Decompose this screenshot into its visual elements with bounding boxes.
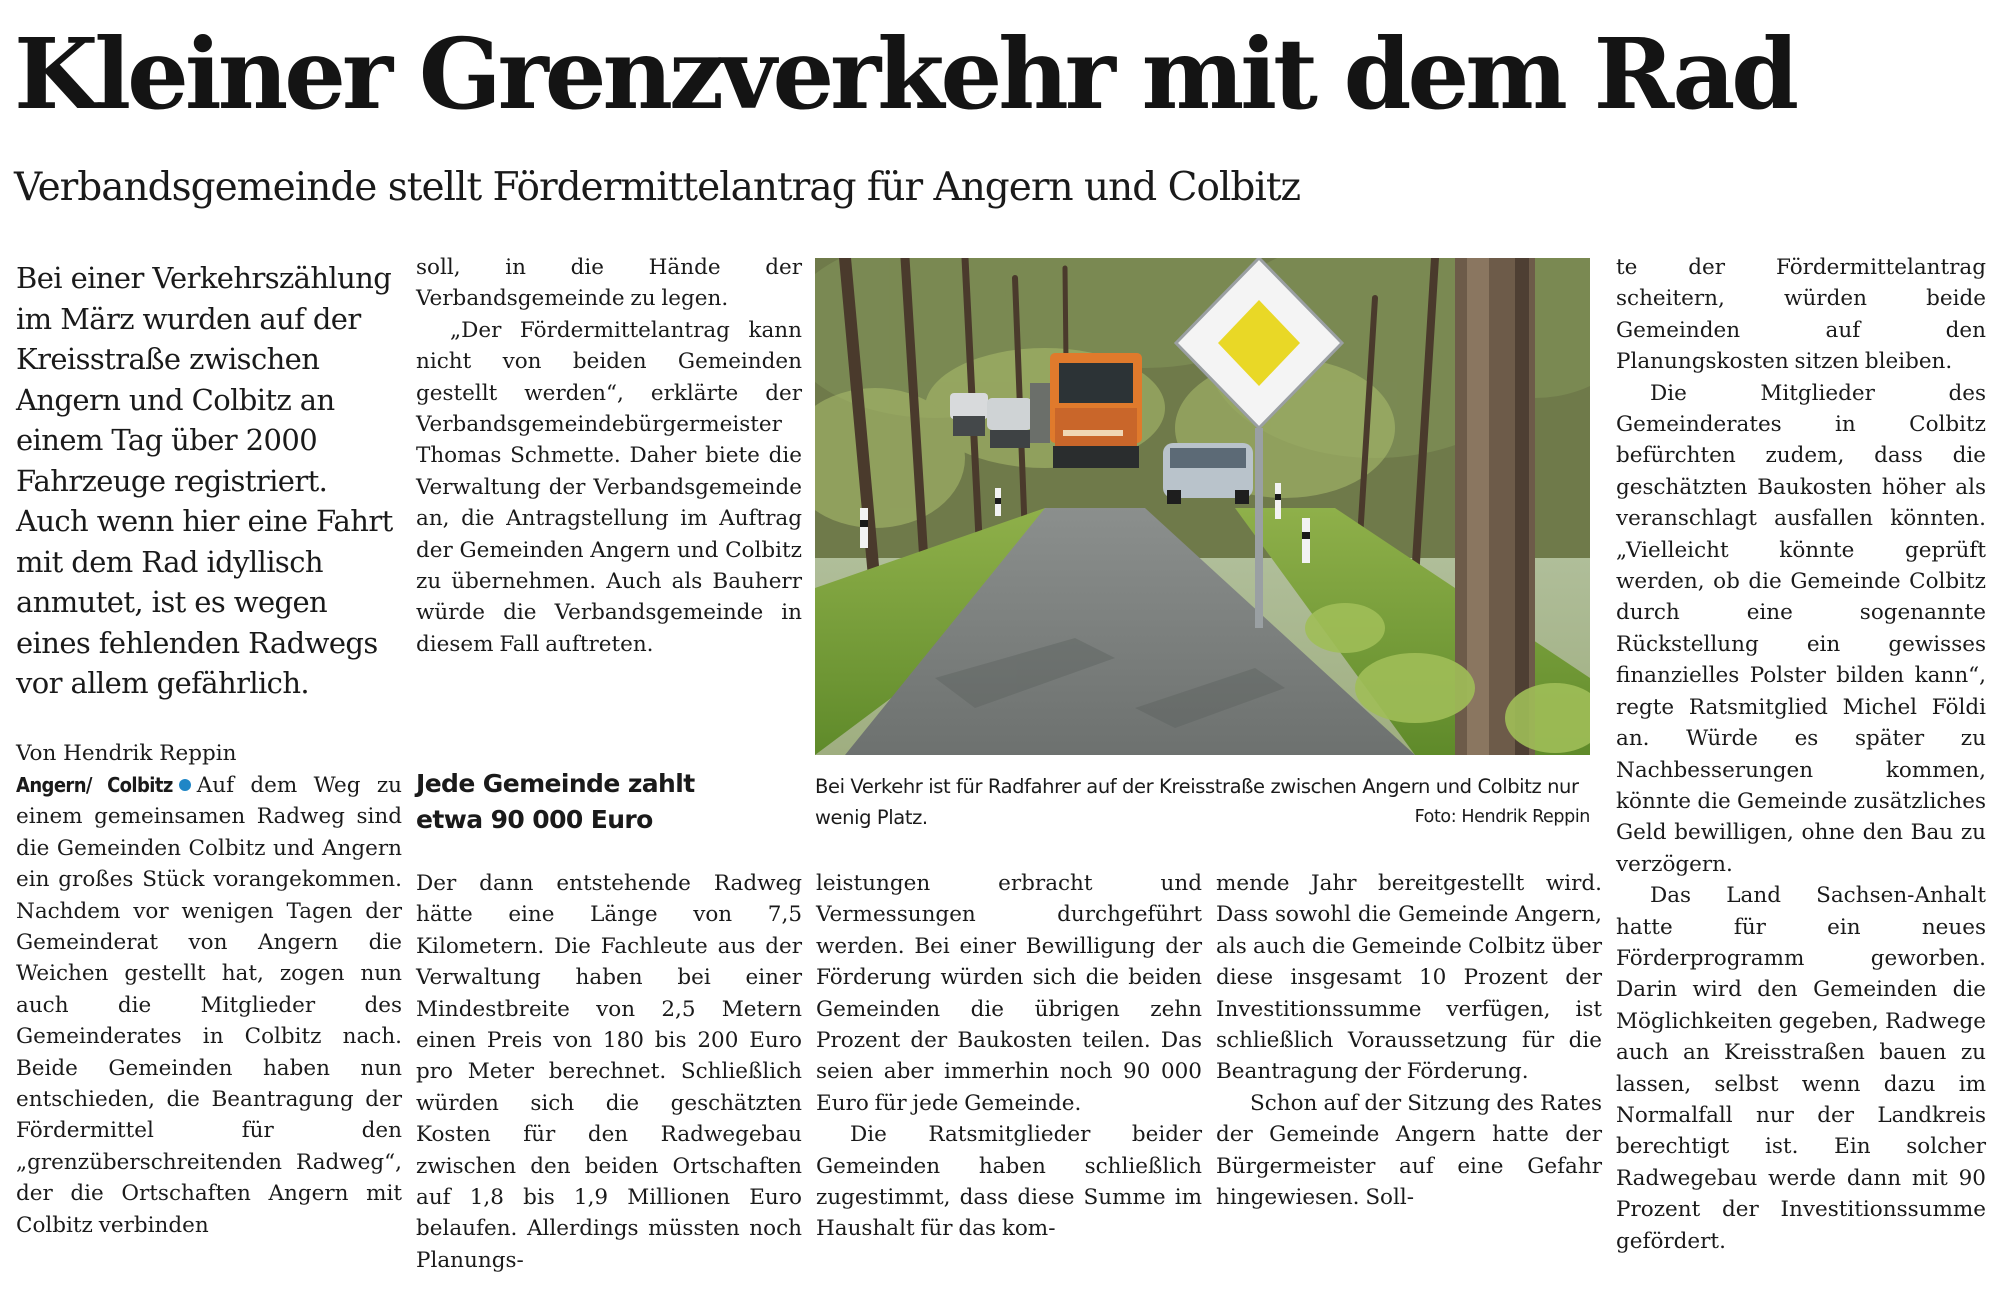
headline: Kleiner Grenzverkehr mit dem Rad [14, 17, 1796, 131]
road-photo [815, 258, 1590, 755]
body-paragraph [16, 770, 402, 1241]
lead-paragraph: Bei einer Verkehrszählung im März wurden auf der Kreisstraße zwischen Angern und Colbitz an einem Tag über 2000 Fahrzeuge registriert. Auch wenn hier eine Fahrt mit dem Rad idyllisch anmutet, ist es wegen eines fehlenden Radwegs vor allem gefährlich. [16, 261, 393, 700]
body-paragraph: mende Jahr bereitgestellt wird. Dass sowohl die Gemeinde Angern, als auch die Gemeinde Colbitz über diese insgesamt 10 Prozent der Investitionssumme verfügen, ist schließlich Voraussetzung für die Beantragung der Förderung. [1216, 871, 1602, 1085]
column-5 [1616, 252, 1986, 1257]
body-paragraph: soll, in die Hände der Verbandsgemeinde zu legen. [416, 255, 802, 312]
subhead-line: Jede Gemeinde zahlt [416, 769, 695, 798]
subhead-line: etwa 90 000 Euro [416, 805, 653, 834]
column-2-top [416, 252, 802, 660]
column-4 [1216, 868, 1602, 1213]
road-photo-illustration [815, 258, 1590, 755]
body-paragraph: Die Mitglieder des Gemeinderates in Colbitz befürchten zudem, dass die geschätzten Baukosten höher als veranschlagt ausfallen könnten. „Vielleicht könnte geprüft werden, ob die Gemeinde Colbitz durch eine sogenannte Rückstellung ein gewisses finanzielles Polster bilden kann“, regte Ratsmitglied Michel Földi an. Würde es später zu Nachbesserungen kommen, könnte die Gemeinde zusätzliches Geld bewilligen, ohne den Bau zu verzögern. [1616, 380, 1986, 877]
body-paragraph: Das Land Sachsen-Anhalt hatte für ein neues Förderprogramm geworben. Darin wird den Gemeinden die Möglichkeiten gegeben, Radwege auch an Kreisstraßen bauen zu lassen, selbst wenn dazu im Normalfall nur der Landkreis berechtigt ist. Ein solcher Radwegebau werde dann mit 90 Prozent der Investitionssumme gefördert. [1616, 883, 1986, 1254]
body-paragraph: Schon auf der Sitzung des Rates der Gemeinde Angern hatte der Bürgermeister auf eine Gefahr hingewiesen. Soll- [1216, 1090, 1602, 1211]
subheadline: Verbandsgemeinde stellt Fördermittelantrag für Angern und Colbitz [14, 165, 1301, 210]
column-1 [16, 770, 402, 1241]
byline: Von Hendrik Reppin [16, 741, 237, 766]
photo-caption [815, 771, 1590, 833]
caption-text: Bei Verkehr ist für Radfahrer auf der Kreisstraße zwischen Angern und Colbitz nur wenig Platz. [815, 775, 1579, 829]
body-paragraph: „Der Fördermittelantrag kann nicht von beiden Gemeinden gestellt werden“, erklärte der Verbandsgemeindebürgermeister Thomas Schmette. Daher biete die Verwaltung der Verbandsgemeinde an, die Antragstellung im Auftrag der Gemeinden Angern und Colbitz zu übernehmen. Auch als Bauherr würde die Verbandsgemeinde in diesem Fall auftreten. [416, 317, 802, 657]
body-paragraph: Der dann entstehende Radweg hätte eine Länge von 7,5 Kilometern. Die Fachleute aus der Verwaltung haben bei einer Mindestbreite von 2,5 Metern einen Preis von 180 bis 200 Euro pro Meter berechnet. Schließlich würden sich die geschätzten Kosten für den Radwegebau zwischen den beiden Ortschaften auf 1,8 bis 1,9 Millionen Euro belaufen. Allerdings müssten noch Planungs- [416, 871, 802, 1273]
column-3 [816, 868, 1202, 1245]
body-paragraph: Die Ratsmitglieder beider Gemeinden haben schließlich zugestimmt, dass diese Summe im Haushalt für das kom- [816, 1122, 1202, 1242]
body-text: Auf dem Weg zu einem gemeinsamen Radweg sind die Gemeinden Colbitz und Angern ein großes Stück vorangekommen. Nachdem vor wenigen Tagen der Gemeinderat von Angern die Weichen gestellt hat, zogen nun auch die Mitglieder des Gemeinderates in Colbitz nach. Beide Gemeinden haben nun entschieden, die Beantragung der Fördermittel für den „grenzüberschreitenden Radweg“, der die Ortschaften Angern mit Colbitz verbinden [16, 773, 402, 1238]
section-subhead [416, 766, 802, 838]
column-2-bottom [416, 868, 802, 1276]
body-paragraph: leistungen erbracht und Vermessungen durchgeführt werden. Bei einer Bewilligung der Förderung würden sich die beiden Gemeinden die übrigen zehn Prozent der Baukosten teilen. Das seien aber immerhin noch 90 000 Euro für jede Gemeinde. [816, 871, 1202, 1116]
dateline-dot-icon [179, 779, 191, 791]
dateline: Angern/ Colbitz [16, 773, 173, 797]
photo-credit: Foto: Hendrik Reppin [1414, 807, 1590, 827]
body-paragraph: te der Fördermittelantrag scheitern, würden beide Gemeinden auf den Planungskosten sitzen bleiben. [1616, 255, 1986, 375]
